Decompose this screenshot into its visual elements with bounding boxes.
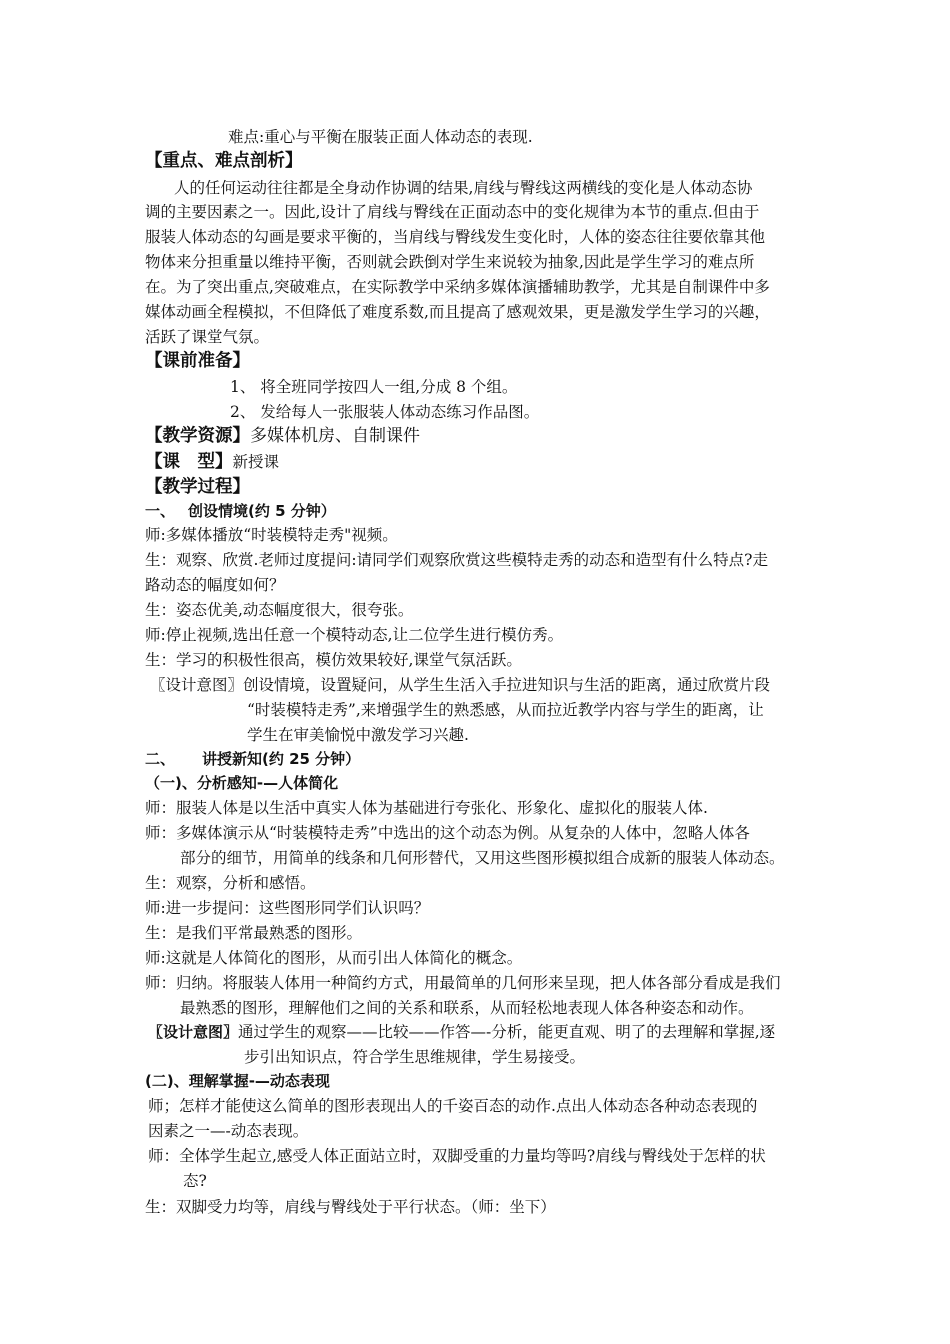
section-2-number: 二、 xyxy=(145,750,176,768)
dialogue-line: 生：观察，分析和感悟。 xyxy=(145,874,316,892)
design-intent-2 xyxy=(148,1021,775,1043)
design-intent-2-cont: 步引出知识点，符合学生思维规律，学生易接受。 xyxy=(244,1048,586,1066)
dialogue-line: 师；怎样才能使这么简单的图形表现出人的千姿百态的动作.点出人体动态各种动态表现的 xyxy=(148,1097,758,1115)
analysis-paragraph-line: 媒体动画全程模拟，不但降低了难度系数,而且提高了感观效果，更是激发学生学习的兴趣， xyxy=(145,303,770,321)
analysis-paragraph-line: 人的任何运动往往都是全身动作协调的结果,肩线与臀线这两横线的变化是人体动态协 xyxy=(174,179,753,197)
lesson-type-text: 新授课 xyxy=(232,453,280,471)
dialogue-line: 师:这就是人体简化的图形，从而引出人体简化的概念。 xyxy=(145,949,523,967)
resources-text: 多媒体机房、自制课件 xyxy=(250,426,420,446)
dialogue-line: 生：是我们平常最熟悉的图形。 xyxy=(145,924,363,942)
design-intent-1: 〖设计意图〗创设情境，设置疑问，从学生生活入手拉进知识与生活的距离，通过欣赏片段 xyxy=(150,676,771,694)
section-1-number: 一、 xyxy=(145,502,176,520)
dialogue-line: 生：观察、欣赏.老师过度提问:请同学们观察欣赏这些模特走秀的动态和造型有什么特点?走 xyxy=(145,551,768,569)
dialogue-line: 生：姿态优美,动态幅度很大，很夸张。 xyxy=(145,601,414,619)
design-intent-label: 〖设计意图〗 xyxy=(148,1023,239,1041)
dialogue-line-cont: 因素之一—-动态表现。 xyxy=(148,1122,309,1140)
dialogue-line-cont: 最熟悉的图形，理解他们之间的关系和联系，从而轻松地表现人体各种姿态和动作。 xyxy=(180,999,754,1017)
dialogue-line: 路动态的幅度如何？ xyxy=(145,576,285,594)
difficulty-line: 难点:重心与平衡在服装正面人体动态的表现. xyxy=(228,128,533,146)
lesson-type-line xyxy=(145,451,279,473)
analysis-paragraph-line: 活跃了课堂气氛。 xyxy=(145,328,270,346)
heading-preparation: 【课前准备】 xyxy=(145,351,250,371)
dialogue-line: 生：学习的积极性很高，模仿效果较好,课堂气氛活跃。 xyxy=(145,651,522,669)
design-intent-1-cont: “时装模特走秀”,来增强学生的熟悉感，从而拉近教学内容与学生的距离，让 xyxy=(247,701,764,719)
preparation-item-2: 2、 发给每人一张服装人体动态练习作品图。 xyxy=(230,403,540,421)
design-intent-2-text: 通过学生的观察——比较——作答—-分析，能更直观、明了的去理解和掌握,逐 xyxy=(238,1023,776,1041)
dialogue-line: 师：多媒体演示从“时装模特走秀”中选出的这个动态为例。从复杂的人体中，忽略人体各 xyxy=(145,824,750,842)
analysis-paragraph-line: 调的主要因素之一。因此,设计了肩线与臀线在正面动态中的变化规律为本节的重点.但由于 xyxy=(145,203,760,221)
dialogue-line-cont: 部分的细节，用简单的线条和几何形替代，又用这些图形模拟组合成新的服装人体动态。 xyxy=(180,849,785,867)
heading-key-points-analysis: 【重点、难点剖析】 xyxy=(145,151,303,171)
dialogue-line-cont: 态? xyxy=(183,1172,207,1190)
dialogue-line: 师：全体学生起立,感受人体正面站立时，双脚受重的力量均等吗?肩线与臀线处于怎样的状 xyxy=(148,1147,766,1165)
heading-lesson-type: 【课 型】 xyxy=(145,452,233,472)
section-1-title: 创设情境(约 5 分钟） xyxy=(188,502,336,520)
section-2-title: 讲授新知(约 25 分钟） xyxy=(202,750,361,768)
resources-line xyxy=(145,425,420,447)
analysis-paragraph-line: 物体来分担重量以维持平衡，否则就会跌倒对学生来说较为抽象,因此是学生学习的难点所 xyxy=(145,253,755,271)
design-intent-1-cont: 学生在审美愉悦中激发学习兴趣. xyxy=(247,726,469,744)
dialogue-line: 师：归纳。将服装人体用一种简约方式，用最简单的几何形来呈现，把人体各部分看成是我们 xyxy=(145,974,781,992)
dialogue-line: 生：双脚受力均等，肩线与臀线处于平行状态。（师：坐下） xyxy=(145,1198,556,1216)
subsection-1-title: （一)、分析感知-—人体简化 xyxy=(145,774,339,792)
subsection-2-title: (二)、理解掌握-—动态表现 xyxy=(145,1072,330,1090)
analysis-paragraph-line: 服装人体动态的勾画是要求平衡的，当肩线与臀线发生变化时，人体的姿态往往要依靠其他 xyxy=(145,228,766,246)
heading-teaching-process: 【教学过程】 xyxy=(145,477,250,497)
dialogue-line: 师:停止视频,选出任意一个模特动态,让二位学生进行模仿秀。 xyxy=(145,626,564,644)
dialogue-line: 师:多媒体播放“时装模特走秀"视频。 xyxy=(145,526,398,544)
heading-resources: 【教学资源】 xyxy=(145,426,250,446)
analysis-paragraph-line: 在。为了突出重点,突破难点，在实际教学中采纳多媒体演播辅助教学，尤其是自制课件中多 xyxy=(145,278,770,296)
dialogue-line: 师：服装人体是以生活中真实人体为基础进行夸张化、形象化、虚拟化的服装人体. xyxy=(145,799,708,817)
dialogue-line: 师:进一步提问：这些图形同学们认识吗？ xyxy=(145,899,430,917)
preparation-item-1: 1、 将全班同学按四人一组,分成 8 个组。 xyxy=(230,378,518,396)
